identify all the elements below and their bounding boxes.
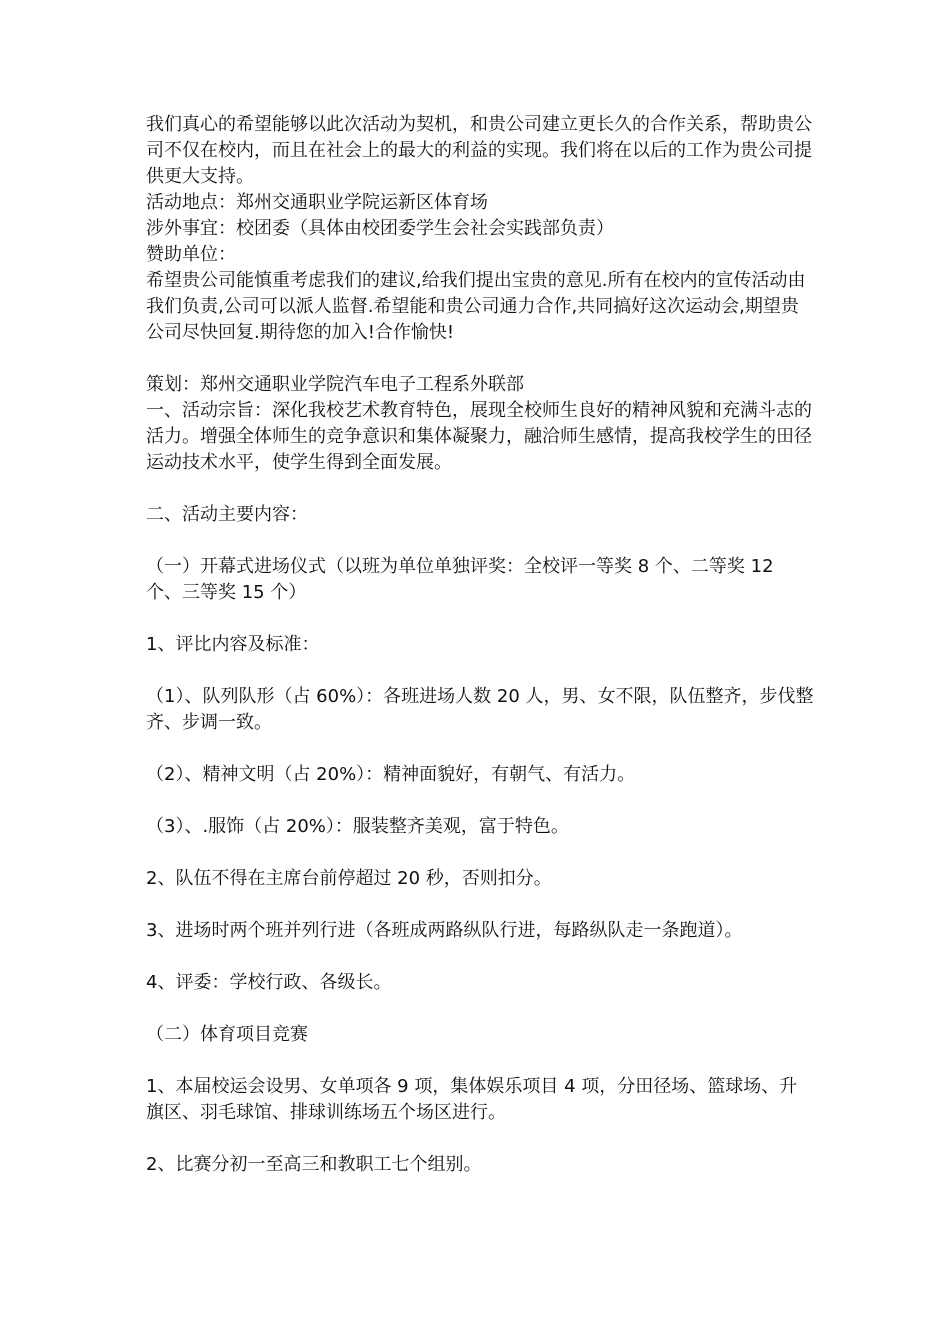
- blank-line: [146, 476, 814, 502]
- blank-line: [146, 1048, 814, 1074]
- blank-line: [146, 606, 814, 632]
- paragraph-criteria-clothing: （3）、.服饰（占 20%）：服装整齐美观，富于特色。: [146, 816, 569, 837]
- blank-line: [146, 788, 814, 814]
- blank-line: [146, 1126, 814, 1152]
- section-heading-main-content: 二、活动主要内容：: [146, 504, 308, 525]
- paragraph-foreign-affairs: 涉外事宜：校团委（具体由校团委学生会社会实践部负责）: [146, 218, 614, 239]
- paragraph-purpose: 一、活动宗旨：深化我校艺术教育特色，展现全校师生良好的精神风貌和充满斗志的活力。增强全体师生的竞争意识和集体凝聚力，融洽师生感情，提高我校学生的田径运动技术水平，使学生得到全面发展。: [146, 400, 812, 473]
- paragraph-cooperation-hope: 我们真心的希望能够以此次活动为契机，和贵公司建立更长久的合作关系，帮助贵公司不仅在校内，而且在社会上的最大的利益的实现。我们将在以后的工作为贵公司提供更大支持。: [146, 114, 812, 187]
- paragraph-groups: 2、比赛分初一至高三和教职工七个组别。: [146, 1154, 482, 1175]
- paragraph-criteria-spirit: （2）、精神文明（占 20%）：精神面貌好，有朝气、有活力。: [146, 764, 636, 785]
- paragraph-rule-march: 3、进场时两个班并列行进（各班成两路纵队行进，每路纵队走一条跑道）。: [146, 920, 743, 941]
- paragraph-criteria-formation: （1）、队列队形（占 60%）：各班进场人数 20 人，男、女不限，队伍整齐，步伐整齐、步调一致。: [146, 686, 814, 733]
- paragraph-planner: 策划：郑州交通职业学院汽车电子工程系外联部: [146, 374, 524, 395]
- paragraph-request: 希望贵公司能慎重考虑我们的建议,给我们提出宝贵的意见.所有在校内的宣传活动由我们负责,公司可以派人监督.希望能和贵公司通力合作,共同搞好这次运动会,期望贵公司尽快回复.期待您的加入!合作愉快!: [146, 270, 806, 343]
- paragraph-judges: 4、评委：学校行政、各级长。: [146, 972, 392, 993]
- blank-line: [146, 736, 814, 762]
- section-heading-sports-events: （二）体育项目竞赛: [146, 1024, 308, 1045]
- blank-line: [146, 996, 814, 1022]
- document-body: [146, 112, 814, 1178]
- blank-line: [146, 892, 814, 918]
- paragraph-rule-stop-time: 2、队伍不得在主席台前停超过 20 秒，否则扣分。: [146, 868, 552, 889]
- paragraph-events-setup: 1、本届校运会设男、女单项各 9 项，集体娱乐项目 4 项，分田径场、篮球场、升旗区、羽毛球馆、排球训练场五个场区进行。: [146, 1076, 798, 1123]
- paragraph-venue: 活动地点：郑州交通职业学院运新区体育场: [146, 192, 488, 213]
- paragraph-criteria-heading: 1、评比内容及标准：: [146, 634, 320, 655]
- blank-line: [146, 840, 814, 866]
- blank-line: [146, 658, 814, 684]
- paragraph-sponsor: 赞助单位：: [146, 244, 236, 265]
- section-heading-opening-ceremony: （一）开幕式进场仪式（以班为单位单独评奖：全校评一等奖 8 个、二等奖 12 个、三等奖 15 个）: [146, 556, 774, 603]
- blank-line: [146, 346, 814, 372]
- blank-line: [146, 528, 814, 554]
- blank-line: [146, 944, 814, 970]
